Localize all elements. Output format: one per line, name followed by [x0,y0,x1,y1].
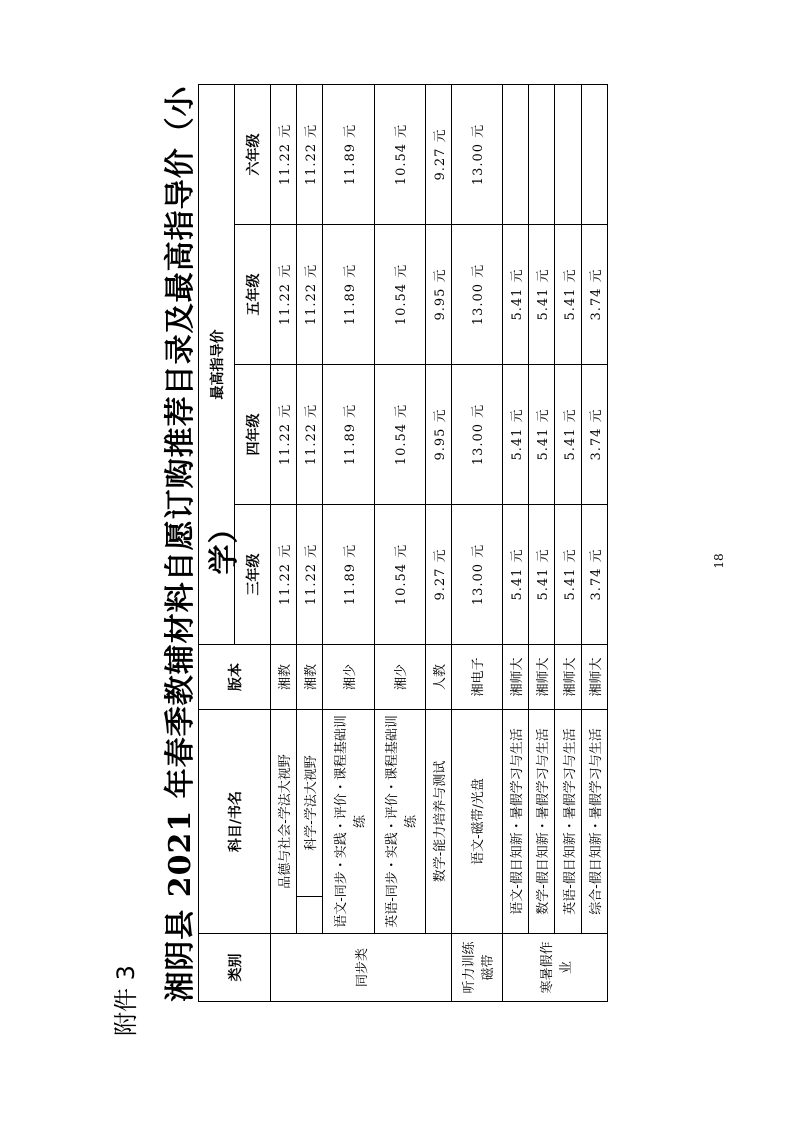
price-cell: 9.95 元 [425,225,451,365]
book-title: 数学-假日知新・暑假学习与生活 [529,710,555,934]
price-cell: 5.41 元 [503,505,529,645]
book-title: 科学-学法大视野 [297,710,323,897]
price-cell [581,85,607,225]
book-title: 综合-假日知新・暑假学习与生活 [581,710,607,934]
header-edition: 版本 [199,645,271,710]
price-cell: 9.27 元 [425,85,451,225]
price-cell: 13.00 元 [451,365,502,505]
edition-cell: 湘电子 [451,645,502,710]
price-cell: 13.00 元 [451,225,502,365]
price-cell: 13.00 元 [451,505,502,645]
price-cell: 10.54 元 [374,365,425,505]
book-title: 语文-磁带/光盘 [451,710,502,934]
edition-cell: 湘少 [323,645,374,710]
edition-cell: 湘师大 [555,645,581,710]
category-cell: 听力训练磁带 [451,934,502,1002]
edition-cell: 湘少 [374,645,425,710]
edition-cell: 湘师大 [529,645,555,710]
header-grade-4: 四年级 [235,365,271,505]
price-cell: 5.41 元 [529,365,555,505]
price-cell: 11.89 元 [323,505,374,645]
attachment-label: 附件 3 [112,965,140,1036]
price-cell: 9.95 元 [425,365,451,505]
page-number: 18 [712,553,726,569]
price-cell: 5.41 元 [503,225,529,365]
book-title: 品德与社会-学法大视野 [271,710,297,934]
price-cell: 10.54 元 [374,505,425,645]
price-cell: 11.89 元 [323,365,374,505]
price-cell: 3.74 元 [581,225,607,365]
price-cell: 9.27 元 [425,505,451,645]
price-cell: 10.54 元 [374,225,425,365]
header-grade-5: 五年级 [235,225,271,365]
price-cell: 3.74 元 [581,505,607,645]
edition-cell: 湘教 [271,645,297,710]
price-cell: 5.41 元 [529,505,555,645]
price-cell: 11.22 元 [271,225,297,365]
price-cell: 11.22 元 [297,85,323,225]
header-subject: 科目/书名 [199,710,271,934]
price-cell [503,85,529,225]
book-title: 英语-假日知新・暑假学习与生活 [555,710,581,934]
category-cell: 寒暑假作业 [503,934,608,1002]
price-cell: 13.00 元 [451,85,502,225]
book-title: 数学-能力培养与测试 [425,710,451,934]
price-cell: 11.22 元 [271,85,297,225]
price-cell: 11.22 元 [297,365,323,505]
header-category: 类别 [199,934,271,1002]
edition-cell: 湘师大 [581,645,607,710]
price-cell: 5.41 元 [529,225,555,365]
price-cell: 10.54 元 [374,85,425,225]
price-cell: 5.41 元 [555,505,581,645]
book-title: 英语-同步・实践・评价・课程基础训练 [374,710,425,934]
edition-cell: 人教 [425,645,451,710]
price-cell [555,85,581,225]
document-title: 湘阴县 2021 年春季教辅材料自愿订购推荐目录及最高指导价（小学） [163,85,242,1002]
header-grade-3: 三年级 [235,505,271,645]
price-table [198,84,608,1002]
price-cell [529,85,555,225]
price-cell: 5.41 元 [555,225,581,365]
edition-cell: 湘师大 [503,645,529,710]
price-cell: 11.22 元 [271,505,297,645]
price-cell: 11.22 元 [271,365,297,505]
price-cell: 3.74 元 [581,365,607,505]
book-title: 语文-同步・实践・评价・课程基础训练 [323,710,374,934]
book-title: 语文-假日知新・暑假学习与生活 [503,710,529,934]
price-cell: 5.41 元 [555,365,581,505]
price-cell: 11.89 元 [323,225,374,365]
price-cell: 11.22 元 [297,225,323,365]
category-cell: 同步类 [271,934,452,1002]
price-cell: 11.89 元 [323,85,374,225]
header-max-price: 最高指导价 [199,85,235,645]
price-cell: 11.22 元 [297,505,323,645]
header-grade-6: 六年级 [235,85,271,225]
indent-cell [297,897,323,934]
edition-cell: 湘教 [297,645,323,710]
price-cell: 5.41 元 [503,365,529,505]
